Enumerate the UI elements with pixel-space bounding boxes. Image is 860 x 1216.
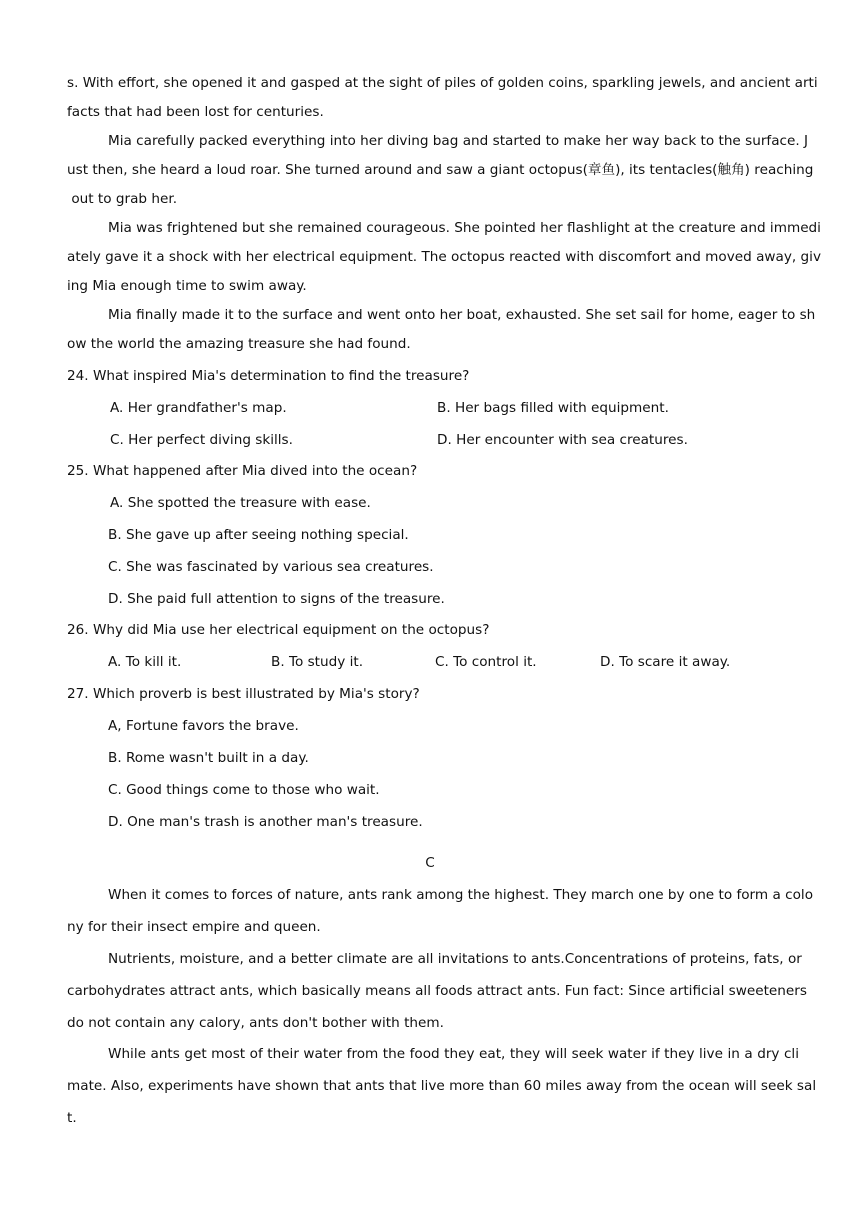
- question-25-option-a: A. She spotted the treasure with ease.: [110, 495, 371, 511]
- passage-b-p4-line2: ow the world the amazing treasure she had found.: [67, 336, 411, 352]
- passage-b-p3-line1: Mia was frightened but she remained courageous. She pointed her flashlight at the creature and immedi: [108, 220, 821, 236]
- passage-c-p3-line3: t.: [67, 1110, 77, 1126]
- question-24-option-c: C. Her perfect diving skills.: [110, 432, 293, 448]
- question-26-option-d: D. To scare it away.: [600, 654, 731, 670]
- question-25-stem: 25. What happened after Mia dived into the ocean?: [67, 463, 418, 479]
- question-27-option-c: C. Good things come to those who wait.: [108, 782, 380, 798]
- passage-b-p3-line3: ing Mia enough time to swim away.: [67, 278, 307, 294]
- passage-c-p2-line2: carbohydrates attract ants, which basically means all foods attract ants. Fun fact: Since artificial sweeteners: [67, 983, 807, 999]
- question-27-option-d: D. One man's trash is another man's treasure.: [108, 814, 423, 830]
- passage-b-p1-line1: s. With effort, she opened it and gasped at the sight of piles of golden coins, sparkling jewels, and ancient arti: [67, 75, 818, 91]
- passage-b-p2-line1: Mia carefully packed everything into her diving bag and started to make her way back to the surface. J: [108, 133, 809, 149]
- question-27-option-a: A, Fortune favors the brave.: [108, 718, 299, 734]
- question-25-option-b: B. She gave up after seeing nothing special.: [108, 527, 409, 543]
- question-26-option-b: B. To study it.: [271, 654, 364, 670]
- passage-b-p4-line1: Mia finally made it to the surface and went onto her boat, exhausted. She set sail for home, eager to sh: [108, 307, 816, 323]
- passage-c-p2-line3: do not contain any calory, ants don't bother with them.: [67, 1015, 444, 1031]
- passage-b-p1-line2: facts that had been lost for centuries.: [67, 104, 324, 120]
- question-25-option-c: C. She was fascinated by various sea creatures.: [108, 559, 434, 575]
- passage-c-heading: C: [425, 855, 435, 871]
- question-24-option-b: B. Her bags filled with equipment.: [437, 400, 669, 416]
- question-24-stem: 24. What inspired Mia's determination to find the treasure?: [67, 368, 470, 384]
- passage-c-p2-line1: Nutrients, moisture, and a better climate are all invitations to ants.Concentrations of proteins, fats, or: [108, 951, 802, 967]
- question-26-option-c: C. To control it.: [435, 654, 537, 670]
- question-27-stem: 27. Which proverb is best illustrated by Mia's story?: [67, 686, 420, 702]
- passage-c-p3-line2: mate. Also, experiments have shown that ants that live more than 60 miles away from the ocean will seek sal: [67, 1078, 817, 1094]
- passage-b-p3-line2: ately gave it a shock with her electrical equipment. The octopus reacted with discomfort and moved away, giv: [67, 249, 821, 265]
- question-24-option-d: D. Her encounter with sea creatures.: [437, 432, 688, 448]
- question-27-option-b: B. Rome wasn't built in a day.: [108, 750, 309, 766]
- passage-b-p2-line2: ust then, she heard a loud roar. She turned around and saw a giant octopus(章鱼), its tentacles(触角) reaching: [67, 162, 814, 178]
- passage-c-p1-line1: When it comes to forces of nature, ants rank among the highest. They march one by one to form a colo: [108, 887, 814, 903]
- question-25-option-d: D. She paid full attention to signs of the treasure.: [108, 591, 445, 607]
- passage-c-p3-line1: While ants get most of their water from the food they eat, they will seek water if they live in a dry cli: [108, 1046, 799, 1062]
- question-24-option-a: A. Her grandfather's map.: [110, 400, 287, 416]
- passage-b-p2-line3: out to grab her.: [67, 191, 178, 207]
- question-26-stem: 26. Why did Mia use her electrical equipment on the octopus?: [67, 622, 490, 638]
- passage-c-p1-line2: ny for their insect empire and queen.: [67, 919, 321, 935]
- question-26-option-a: A. To kill it.: [108, 654, 182, 670]
